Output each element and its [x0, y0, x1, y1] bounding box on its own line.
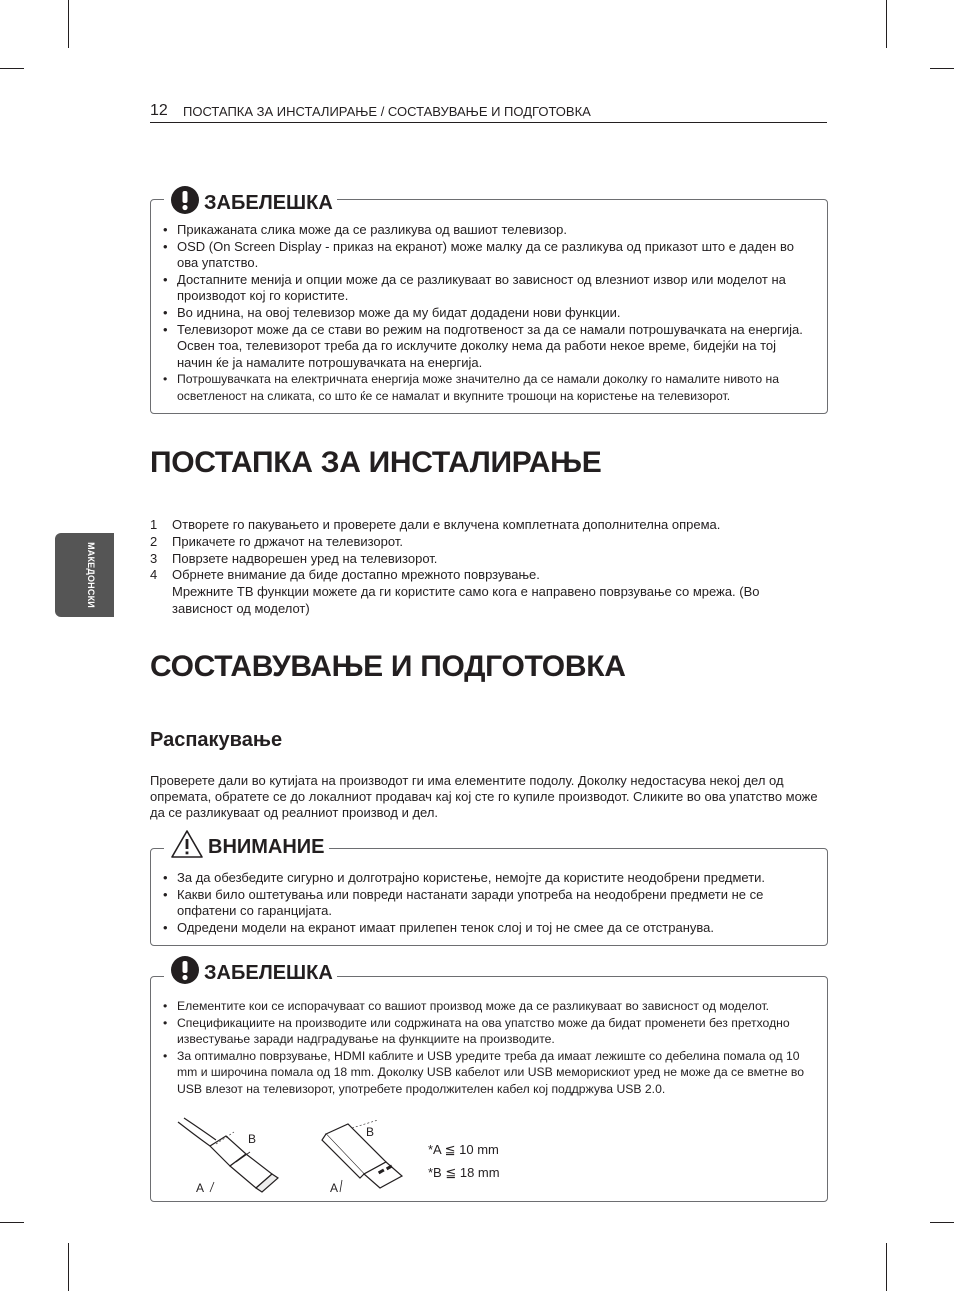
subsection-title-unpacking: Распакување — [150, 729, 283, 751]
dimension-label-a: A — [196, 1181, 205, 1195]
caution-box — [150, 835, 828, 946]
unpacking-paragraph: Проверете дали во кутијата на производот ги има елементите подолу. Доколку недостасува некој дел од опремата, обратете се до локалниот продавач кај кој сте го купиле производот. Сликите во ова упатство може да се разликуваат од реалниот производ и дел. — [150, 773, 818, 821]
step-note: Мрежните ТВ функции можете да ги користите само кога е направено поврзување со мрежа. (Во зависност од моделот) — [172, 584, 760, 616]
list-item: • Телевизорот може да се стави во режим на подготвеност за да се намали потрошувачката на енергија. Освен тоа, телевизорот треба да го исклучите доколку нема да работи некое време, бидејќи на тој начин ќе ја намалите потрошувачката на енергија. — [151, 322, 827, 372]
dimension-b-spec: *B ≦ 18 mm — [428, 1165, 500, 1180]
step-row: 1 Отворете го пакувањето и проверете дали е вклучена комплетната дополнителна опрема. — [150, 517, 721, 532]
crop-mark — [68, 1243, 69, 1291]
crop-mark — [886, 0, 887, 48]
usb-stick-illustration — [318, 1116, 413, 1198]
step-row: 4 Обрнете внимание да биде достапно мрежното поврзување. — [150, 567, 540, 583]
note-label — [164, 185, 337, 221]
dimension-a-spec: *A ≦ 10 mm — [428, 1142, 499, 1157]
exclamation-circle-icon — [170, 185, 200, 221]
note-label-text: ЗАБЕЛЕШКА — [204, 191, 333, 214]
list-item: • Елементите кои се испорачуваат со вашиот производ може да се разликуваат во зависност од моделот. — [151, 998, 827, 1015]
language-tab — [55, 533, 114, 617]
warning-triangle-icon — [170, 829, 204, 865]
note-label — [164, 955, 337, 991]
note-box — [150, 191, 828, 414]
crop-mark — [0, 1222, 24, 1223]
list-item: • За оптимално поврзување, HDMI каблите и USB уредите треба да имаат лежиште со дебелина помала од 10 mm и широчина помала од 18 mm. Доколку USB кабелот или USB меморискиот уред не може да се вметне во USB влезот на телевизорот, употребете продолжителен кабел кој поддржува USB 2.0. — [151, 1048, 827, 1098]
section-title-installation: ПОСТАПКА ЗА ИНСТАЛИРАЊЕ — [150, 446, 602, 479]
caution-label-text: ВНИМАНИЕ — [208, 835, 325, 858]
list-item: • Во иднина, на овој телевизор може да му бидат додадени нови функции. — [151, 305, 827, 322]
list-item: • Одредени модели на екранот имаат прилепен тенок слој и тој не смее да се отстранува. — [151, 920, 827, 937]
installation-steps — [150, 517, 826, 618]
dimension-label-b: B — [366, 1125, 375, 1139]
note-label-text: ЗАБЕЛЕШКА — [204, 961, 333, 984]
list-item: • OSD (On Screen Display - приказ на екранот) може малку да се разликува од приказот што е даден во ова упатство. — [151, 239, 827, 272]
caution-label — [164, 829, 329, 865]
list-item: • Спецификациите на производите или содржината на ова упатство може да бидат променети без претходно известување заради надградување на функциите на производите. — [151, 1015, 827, 1048]
list-item: • Потрошувачката на електричната енергија може значително да се намали доколку го намалите нивото на осветленост на сликата, со што ќе се намалат и вкупните трошоци на користење на телевизорот. — [151, 371, 827, 404]
language-tab-label: МАКЕДОНСКИ — [86, 542, 96, 608]
list-item: • Какви било оштетувања или повреди настанати заради употреба на неодобрени предмети не се опфатени со гаранцијата. — [151, 887, 827, 920]
crop-mark — [930, 1222, 954, 1223]
list-item: • За да обезбедите сигурно и долготрајно користење, немојте да користите неодобрени предмети. — [151, 870, 827, 887]
header-title: ПОСТАПКА ЗА ИНСТАЛИРАЊЕ / СОСТАВУВАЊЕ И ПОДГОТОВКА — [183, 104, 591, 119]
dimension-label-a: A — [330, 1181, 339, 1195]
page-number: 12 — [150, 102, 168, 119]
list-item: • Прикажаната слика може да се разликува од вашиот телевизор. — [151, 222, 827, 239]
exclamation-circle-icon — [170, 955, 200, 991]
crop-mark — [0, 68, 24, 69]
page-header — [150, 102, 827, 123]
section-title-assembly: СОСТАВУВАЊЕ И ПОДГОТОВКА — [150, 650, 626, 683]
step-row: 2 Прикачете го држачот на телевизорот. — [150, 533, 403, 549]
crop-mark — [886, 1243, 887, 1291]
dimension-label-b: B — [248, 1132, 257, 1146]
hdmi-connector-illustration — [176, 1116, 286, 1198]
crop-mark — [930, 68, 954, 69]
list-item: • Достапните менија и опции може да се разликуваат во зависност од влезниот извор или моделот на производот кој го користите. — [151, 272, 827, 305]
step-row: 3 Поврзете надворешен уред на телевизорот. — [150, 550, 438, 566]
crop-mark — [68, 0, 69, 48]
